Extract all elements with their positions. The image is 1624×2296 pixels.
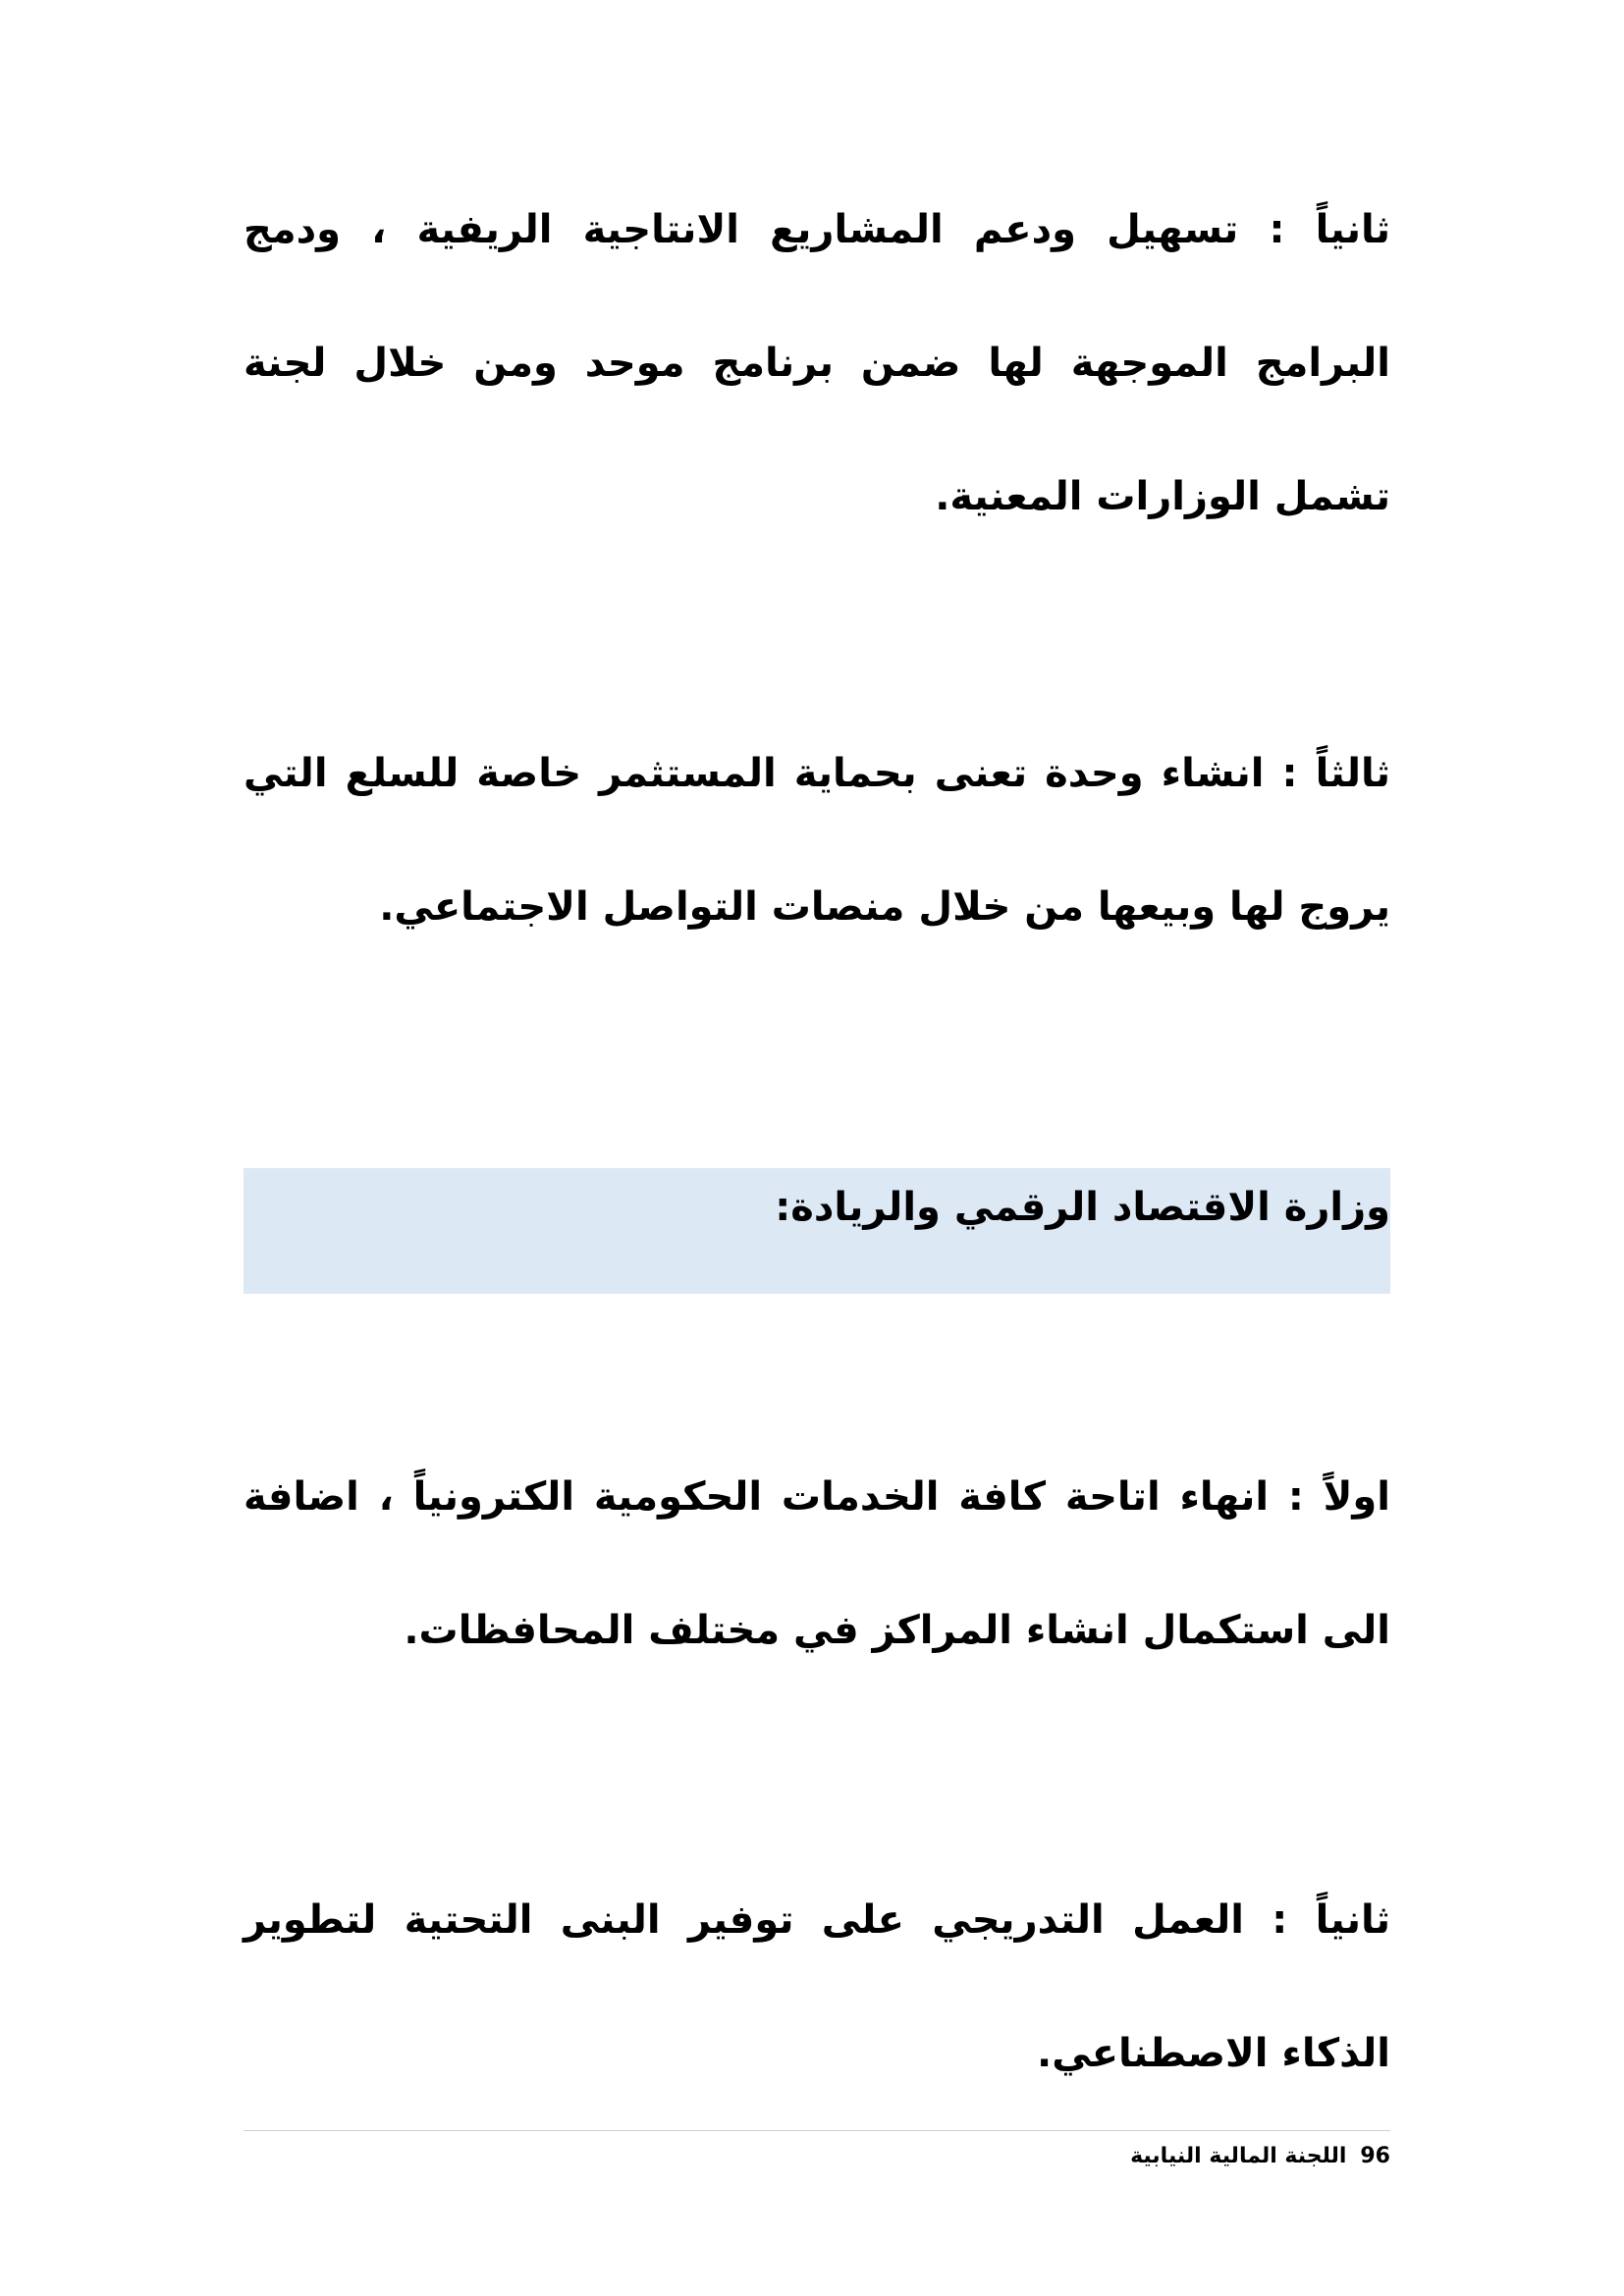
- section-heading-band: [244, 1168, 1390, 1294]
- section-heading: وزارة الاقتصاد الرقمي والريادة:: [775, 1185, 1390, 1230]
- page-number: 96: [1360, 2144, 1390, 2168]
- footer-divider: [244, 2130, 1390, 2131]
- paragraph-egovernment-services: اولاً : انهاء اتاحة كافة الخدمات الحكومية الكترونياً ، اضافة الى استكمال انشاء المراكز في مختلف المحافظات.: [244, 1474, 1390, 1653]
- footer-org-name: اللجنة المالية النيابية: [1130, 2144, 1347, 2168]
- paragraph-investor-protection: ثالثاً : انشاء وحدة تعنى بحماية المستثمر خاصة للسلع التي يروج لها وبيعها من خلال منصات التواصل الاجتماعي.: [244, 751, 1390, 930]
- page-footer: [1130, 2140, 1390, 2173]
- paragraph-rural-projects: ثانياً : تسهيل ودعم المشاريع الانتاجية الريفية ، ودمج البرامج الموجهة لها ضمن برنامج موحد ومن خلال لجنة تشمل الوزارات المعنية.: [244, 207, 1390, 519]
- paragraph-ai-infrastructure: ثانياً : العمل التدريجي على توفير البنى التحتية لتطوير الذكاء الاصطناعي.: [244, 1897, 1390, 2076]
